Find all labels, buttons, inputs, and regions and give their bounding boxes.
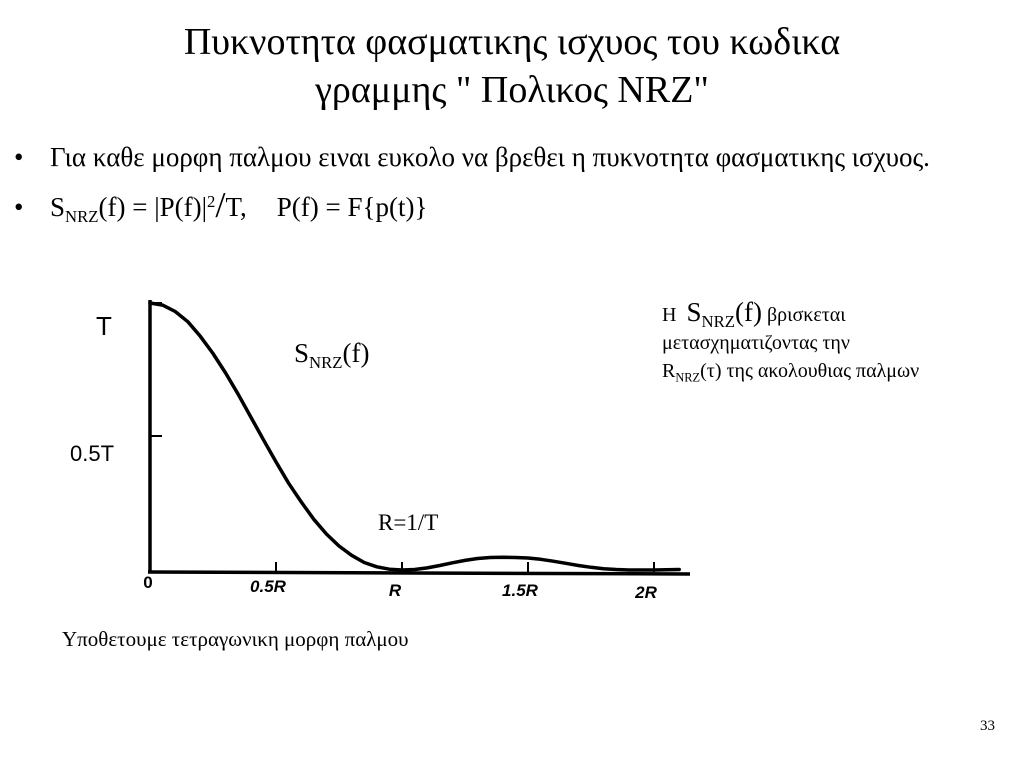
formula-mid: (f) = |P(f)| (98, 192, 208, 222)
curve-label-s: S (294, 338, 310, 368)
note-line-2: μετασχηματιζοντας την (662, 332, 850, 354)
formula-tail: T, (225, 192, 247, 222)
curve-label-f: (f) (342, 338, 370, 368)
title-line-2: γραμμης " Πολικος NRZ" (315, 69, 709, 111)
x-tick-label-0: 0 (143, 573, 153, 592)
fourier-formula: P(f) = F{p(t)} (276, 192, 428, 222)
formula-s: S (50, 192, 66, 222)
note-f: (f) (734, 297, 762, 327)
note-r: R (662, 360, 676, 382)
y-tick-label-half: 0.5T (70, 441, 115, 466)
x-tick-label-2r: 2R (635, 583, 657, 602)
x-tick-label-half-r: 0.5R (250, 577, 286, 596)
y-tick-label-T: T (96, 311, 112, 341)
x-axis (148, 572, 690, 574)
note-line-1 (662, 298, 1022, 329)
rate-label: R=1/T (378, 510, 439, 535)
bullet-marker: • (14, 192, 24, 222)
formula-slash: / (215, 184, 226, 225)
note-r-sub: NRZ (675, 370, 701, 385)
side-note (662, 298, 1022, 385)
formula-sub: NRZ (65, 206, 99, 226)
curve-label-sub: NRZ (309, 352, 343, 372)
x-tick-label-1-5r: 1.5R (502, 581, 538, 600)
bullet-1-text: Για καθε μορφη παλμου ειναι ευκολο να βρεθει η πυκνοτητα φασματικης ισχυος. (50, 142, 930, 172)
note-line-3-rest: (τ) της ακολουθιας παλμων (700, 360, 920, 382)
x-tick-label-r: R (388, 581, 402, 600)
note-line-3 (662, 357, 1022, 385)
note-s: S (686, 297, 702, 327)
curve-label (294, 338, 370, 372)
note-h: Η (662, 304, 677, 326)
page-number: 33 (980, 718, 995, 734)
note-sub: NRZ (701, 311, 735, 331)
caption: Υποθετουμε τετραγωνικη μορφη παλμου (62, 627, 409, 651)
title-line-1: Πυκνοτητα φασματικης ισχυος του κωδικα (183, 21, 841, 63)
bullet-marker: • (14, 142, 24, 172)
formula-sup: 2 (207, 191, 216, 211)
note-line-1-rest: βρισκεται (766, 304, 846, 326)
